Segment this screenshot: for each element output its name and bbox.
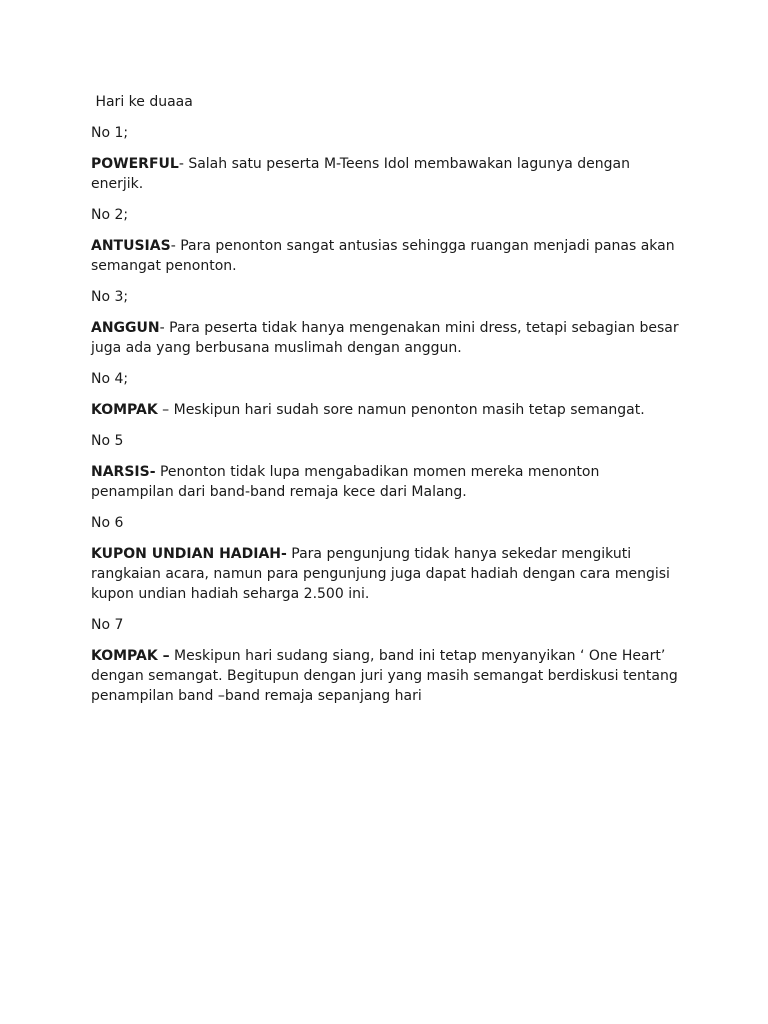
section-term-6: KUPON UNDIAN HADIAH- bbox=[91, 546, 287, 562]
section-entry-1 bbox=[91, 154, 681, 194]
section-term-1: POWERFUL bbox=[91, 156, 179, 172]
section-number-6: No 6 bbox=[91, 515, 124, 531]
section-term-5: NARSIS- bbox=[91, 464, 156, 480]
section-term-2: ANTUSIAS bbox=[91, 238, 171, 254]
section-number-4: No 4; bbox=[91, 371, 129, 387]
section-text-7: Meskipun hari sudang siang, band ini tetap menyanyikan ‘ One Heart’ dengan semangat. Begitupun dengan juri yang masih semangat berdiskusi tentang penampilan band –band remaja sepanjang hari bbox=[91, 648, 678, 704]
section-text-2: - Para penonton sangat antusias sehingga ruangan menjadi panas akan semangat penonton. bbox=[91, 238, 675, 274]
section-term-7: KOMPAK – bbox=[91, 648, 170, 664]
section-entry-5 bbox=[91, 462, 681, 502]
section-number-2: No 2; bbox=[91, 207, 129, 223]
section-text-1: - Salah satu peserta M-Teens Idol membawakan lagunya dengan enerjik. bbox=[91, 156, 630, 192]
section-text-5: Penonton tidak lupa mengabadikan momen mereka menonton penampilan dari band-band remaja kece dari Malang. bbox=[91, 464, 600, 500]
section-entry-7 bbox=[91, 646, 681, 706]
section-term-3: ANGGUN bbox=[91, 320, 160, 336]
document-title: Hari ke duaaa bbox=[91, 94, 193, 110]
section-text-4: – Meskipun hari sudah sore namun penonton masih tetap semangat. bbox=[157, 402, 645, 418]
section-entry-6 bbox=[91, 544, 681, 604]
section-number-1: No 1; bbox=[91, 125, 129, 141]
section-number-7: No 7 bbox=[91, 617, 124, 633]
section-number-5: No 5 bbox=[91, 433, 124, 449]
document-page bbox=[91, 92, 681, 717]
section-entry-4 bbox=[91, 400, 681, 420]
section-entry-3 bbox=[91, 318, 681, 358]
section-number-3: No 3; bbox=[91, 289, 129, 305]
section-text-3: - Para peserta tidak hanya mengenakan mini dress, tetapi sebagian besar juga ada yang berbusana muslimah dengan anggun. bbox=[91, 320, 679, 356]
section-text-6: Para pengunjung tidak hanya sekedar mengikuti rangkaian acara, namun para pengunjung juga dapat hadiah dengan cara mengisi kupon undian hadiah seharga 2.500 ini. bbox=[91, 546, 670, 602]
section-entry-2 bbox=[91, 236, 681, 276]
section-term-4: KOMPAK bbox=[91, 402, 158, 418]
